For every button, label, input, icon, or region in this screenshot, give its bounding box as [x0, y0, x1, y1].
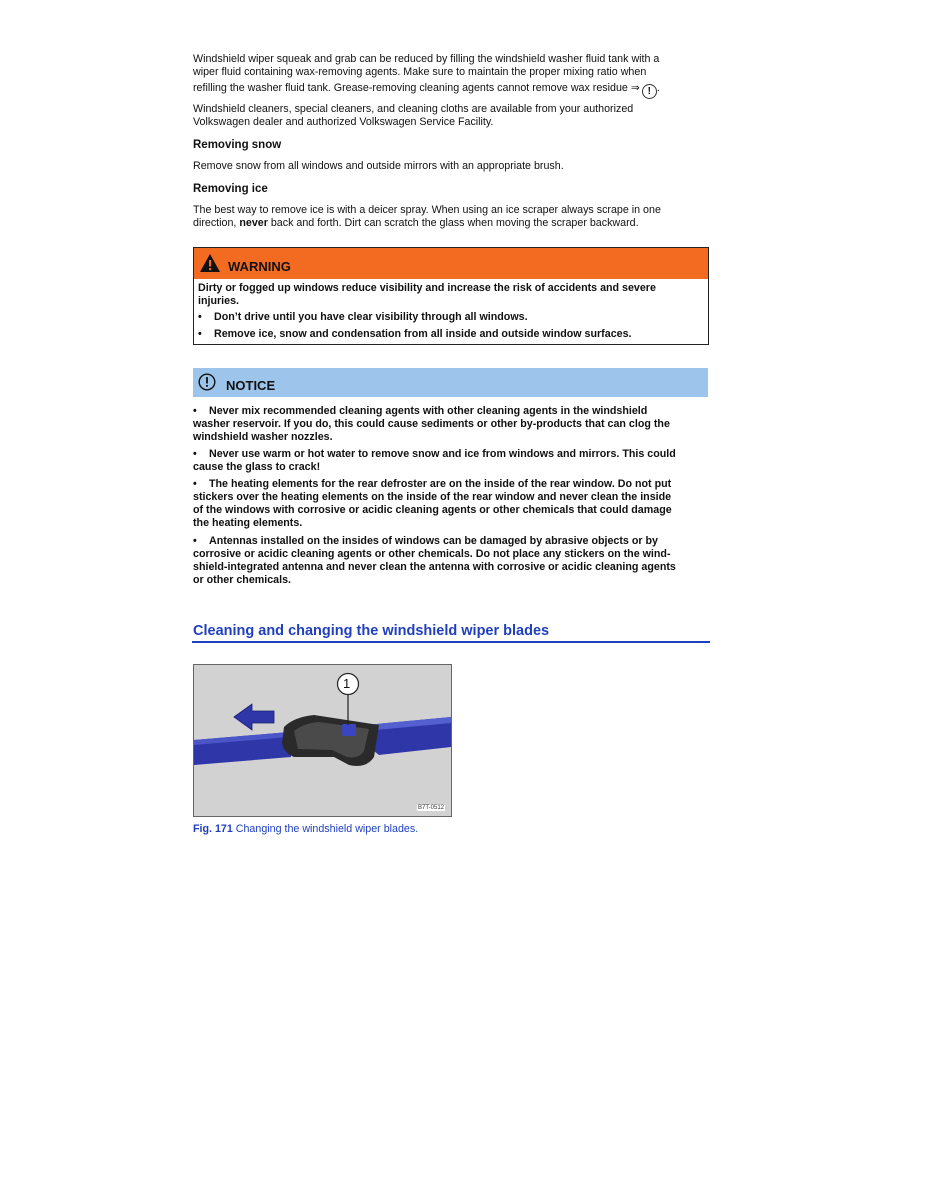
removing-ice-heading: Removing ice — [193, 183, 268, 195]
figure-label: Fig. 171 — [193, 823, 233, 835]
intro-line: Windshield wiper squeak and grab can be reduced by filling the windshield washer fluid tank with a — [193, 53, 660, 65]
removing-ice-text: The best way to remove ice is with a deicer spray. When using an ice scraper always scrape in one direction, never back and forth. Dirt can scratch the glass when moving the scraper backward. — [193, 204, 661, 229]
warning-intro: Dirty or fogged up windows reduce visibility and increase the risk of accidents and severe injuries. — [198, 282, 656, 307]
notice-bullet: • Never use warm or hot water to remove snow and ice from windows and mirrors. This could cause the glass to crack! — [193, 448, 676, 473]
intro-line: wiper fluid containing wax-removing agents. Make sure to maintain the proper mixing ratio when — [193, 66, 647, 78]
figure-caption: Fig. 171 Changing the windshield wiper blades. — [193, 823, 419, 835]
warning-title: WARNING — [228, 259, 291, 274]
availability-paragraph: Windshield cleaners, special cleaners, and cleaning cloths are available from your authorized Volkswagen dealer and authorized Volkswagen Service Facility. — [193, 103, 634, 128]
wiper-blade-figure — [193, 664, 452, 817]
section-heading: Cleaning and changing the windshield wiper blades — [193, 623, 550, 639]
warning-triangle-icon — [199, 253, 221, 273]
exclamation-circle-icon — [198, 373, 216, 391]
section-underline — [192, 641, 710, 643]
notice-reference-icon[interactable]: ! — [642, 84, 657, 99]
removing-snow-text: Remove snow from all windows and outside mirrors with an appropriate brush. — [193, 160, 564, 172]
warning-box — [193, 247, 709, 345]
warning-bullet: • Don’t drive until you have clear visibility through all windows. — [198, 311, 528, 323]
intro-line: refilling the washer fluid tank. Grease-removing cleaning agents cannot remove wax residue ⇒ — [193, 82, 640, 94]
wiper-blade-illustration — [194, 665, 451, 816]
notice-bullet: • Antennas installed on the insides of windows can be damaged by abrasive objects or by corrosive or acidic cleaning agents or other chemicals. Do not place any stickers on the wind- shield-integrated antenna and never clean the antenna with corrosive or acidic cleaning agents or other chemicals. — [193, 535, 676, 586]
notice-bullet: • Never mix recommended cleaning agents with other cleaning agents in the windshield washer reservoir. If you do, this could cause sediments or other by-products that can clog the windshield washer nozzles. — [193, 405, 670, 443]
warning-header — [194, 248, 708, 279]
removing-snow-heading: Removing snow — [193, 139, 282, 151]
notice-bullet: • The heating elements for the rear defroster are on the inside of the rear window. Do not put stickers over the heating elements on the inside of the rear window and never clean the inside of the windows with corrosive or acidic cleaning agents or other chemicals that could damage the heating elements. — [193, 478, 672, 529]
figure-code: B7T-0512 — [418, 805, 445, 811]
callout-number: 1 — [343, 676, 351, 691]
intro-paragraph-end: refilling the washer fluid tank. Grease-removing cleaning agents cannot remove wax residue ⇒ ! . — [193, 82, 660, 97]
notice-header — [193, 368, 708, 397]
notice-title: NOTICE — [226, 378, 276, 393]
intro-paragraph — [193, 53, 713, 79]
warning-bullet: • Remove ice, snow and condensation from all inside and outside window surfaces. — [198, 328, 632, 340]
